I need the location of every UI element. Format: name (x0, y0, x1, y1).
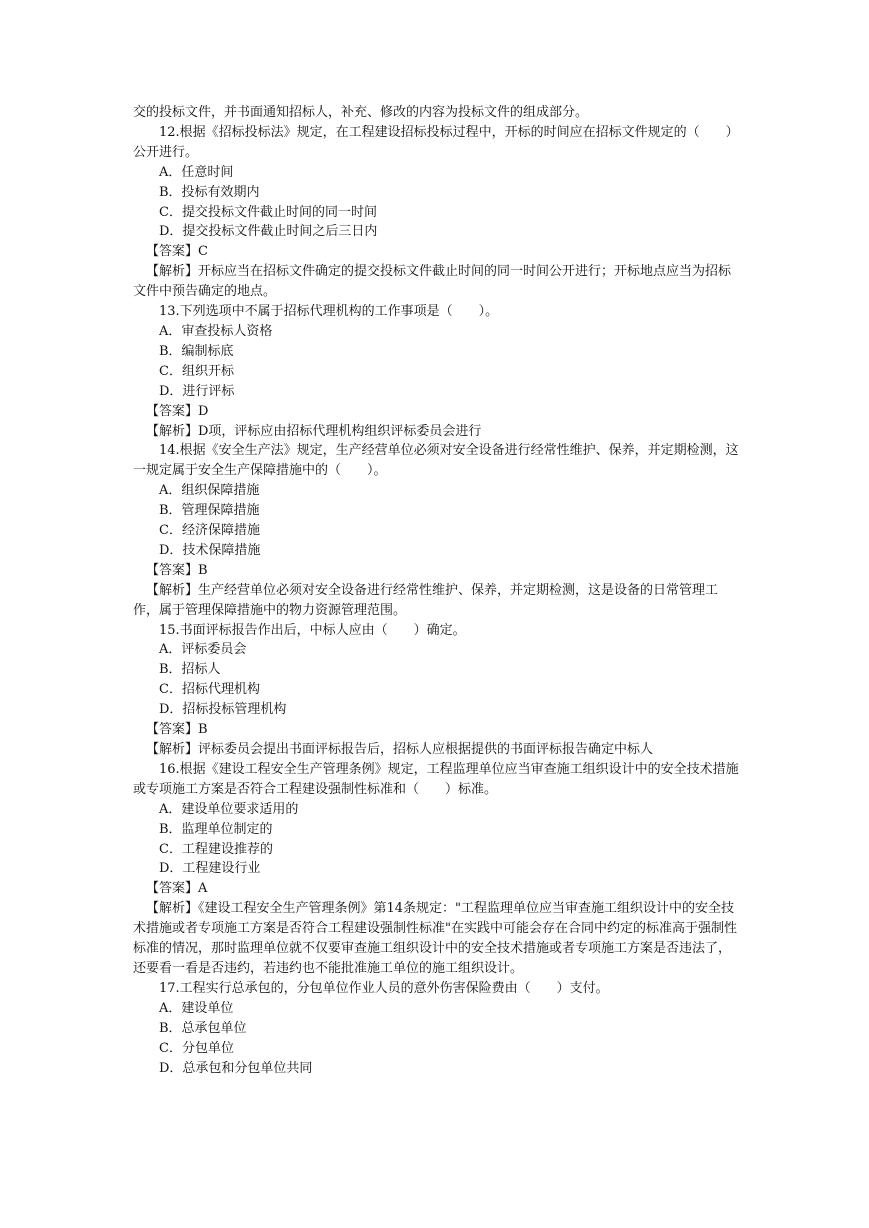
q17-option-d: D．总承包和分包单位共同 (159, 1060, 313, 1076)
q16-option-d: D．工程建设行业 (159, 861, 261, 877)
question-16: 16.根据《建设工程安全生产管理条例》规定，工程监理单位应当审查施工组织设计中的安全技术措施或专项施工方案是否符合工程建设强制性标准和（ ）标准。 (133, 761, 739, 797)
q13-option-a: A．审查投标人资格 (159, 323, 273, 339)
question-12: 12.根据《招标投标法》规定，在工程建设招标投标过程中，开标的时间应在招标文件规定的（ ）公开进行。 (133, 124, 739, 160)
q16-analysis: 【解析】《建设工程安全生产管理条例》第14条规定："工程监理单位应当审查施工组织设计中的安全技术措施或者专项施工方案是否符合工程建设强制性标准"在实践中可能会存在合同中约定的标准高于强制性标准的情况，那时监理单位就不仅要审查施工组织设计中的安全技术措施或者专项施工方案是否违法了，还要看一看是否违约，若违约也不能批准施工单位的施工组织设计。 (133, 901, 737, 976)
q14-option-a: A．组织保障措施 (159, 483, 260, 499)
q12-analysis: 【解析】开标应当在招标文件确定的提交投标文件截止时间的同一时间公开进行；开标地点应当为招标文件中预告确定的地点。 (133, 264, 732, 300)
q16-answer: 【答案】A (146, 881, 208, 897)
q14-analysis: 【解析】生产经营单位必须对安全设备进行经常性维护、保养，并定期检测，这是设备的日常管理工作，属于管理保障措施中的物力资源管理范围。 (133, 582, 719, 618)
q17-option-a: A．建设单位 (159, 1000, 234, 1016)
document-page (133, 103, 743, 1078)
q12-option-c: C．提交投标文件截止时间的同一时间 (159, 204, 377, 220)
q16-option-b: B．监理单位制定的 (159, 821, 273, 837)
q15-option-b: B．招标人 (159, 662, 221, 678)
q13-option-b: B．编制标底 (159, 343, 234, 359)
q15-analysis: 【解析】评标委员会提出书面评标报告后，招标人应根据提供的书面评标报告确定中标人 (146, 742, 654, 757)
question-14: 14.根据《安全生产法》规定，生产经营单位必须对安全设备进行经常性维护、保养，并定期检测，这一规定属于安全生产保障措施中的（ ）。 (133, 443, 739, 479)
q12-answer: 【答案】C (146, 244, 208, 260)
q16-option-c: C．工程建设推荐的 (159, 841, 273, 857)
q12-option-d: D．提交投标文件截止时间之后三日内 (159, 224, 378, 240)
q14-option-b: B．管理保障措施 (159, 503, 260, 519)
q14-option-d: D．技术保障措施 (159, 542, 261, 558)
intro-text: 交的投标文件，并书面通知招标人，补充、修改的内容为投标文件的组成部分。 (133, 105, 589, 120)
q15-option-a: A．评标委员会 (159, 642, 247, 658)
q13-analysis: 【解析】D项，评标应由招标代理机构组织评标委员会进行 (146, 423, 482, 439)
q15-answer: 【答案】B (146, 722, 208, 738)
q12-option-b: B．投标有效期内 (159, 184, 260, 200)
q14-option-c: C．经济保障措施 (159, 523, 260, 539)
q13-option-c: C．组织开标 (159, 363, 234, 379)
q16-option-a: A．建设单位要求适用的 (159, 801, 299, 817)
q15-option-d: D．招标投标管理机构 (159, 702, 287, 718)
question-15: 15.书面评标报告作出后，中标人应由（ ）确定。 (159, 622, 466, 638)
question-13: 13.下列选项中不属于招标代理机构的工作事项是（ ）。 (159, 304, 499, 320)
q13-answer: 【答案】D (146, 403, 209, 419)
q17-option-c: C．分包单位 (159, 1040, 234, 1056)
q13-option-d: D．进行评标 (159, 383, 235, 399)
q12-option-a: A．任意时间 (159, 164, 234, 180)
question-17: 17.工程实行总承包的，分包单位作业人员的意外伤害保险费由（ ）支付。 (159, 980, 609, 996)
q14-answer: 【答案】B (146, 562, 208, 578)
q17-option-b: B．总承包单位 (159, 1020, 247, 1036)
q15-option-c: C．招标代理机构 (159, 682, 260, 698)
